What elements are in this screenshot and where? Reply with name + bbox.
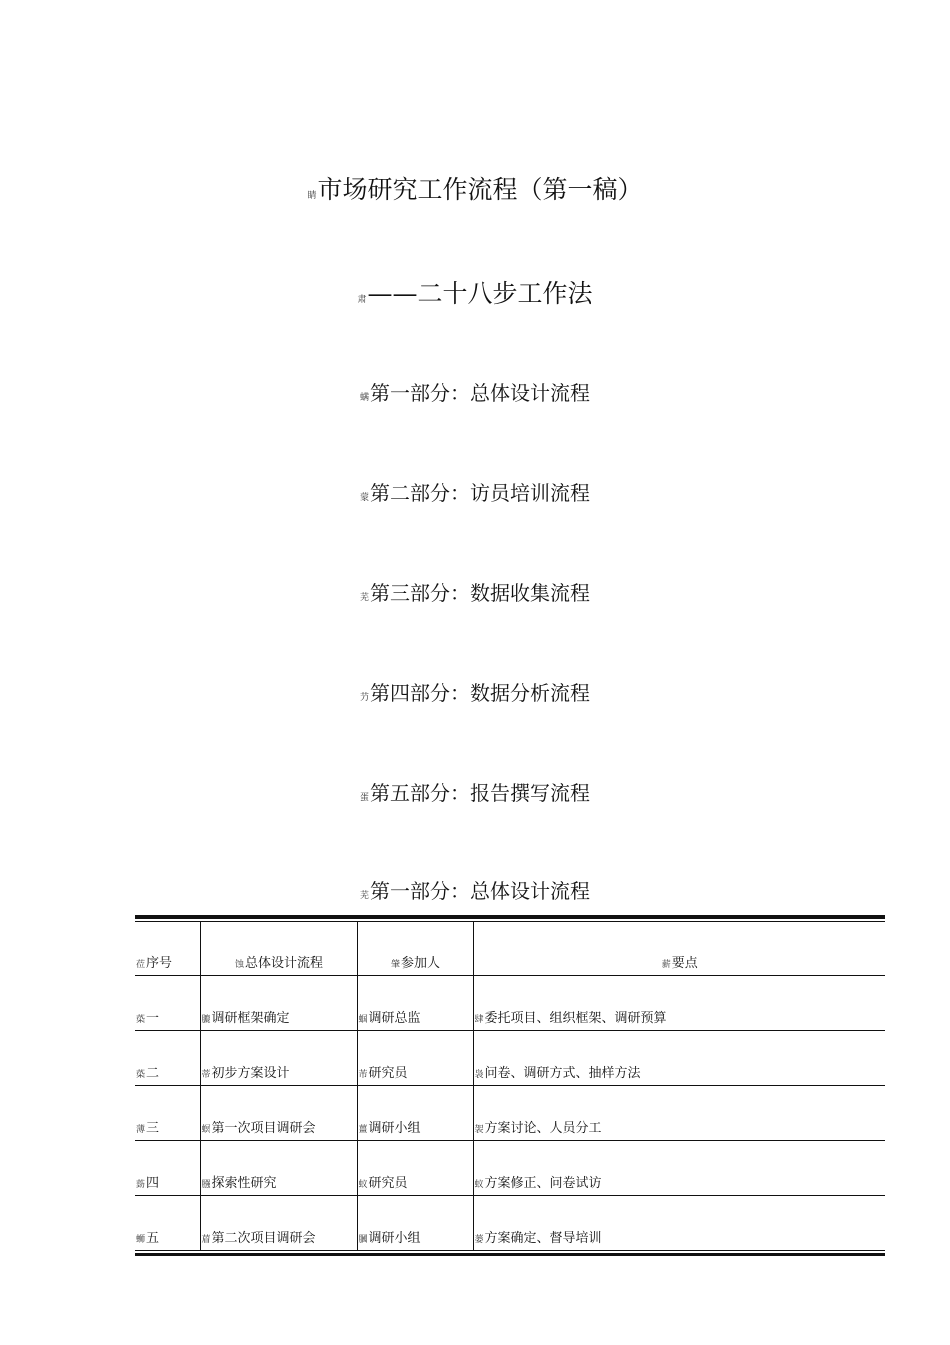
artifact-glyph: 莅 [136,960,146,970]
artifact-glyph: 芜 [359,593,369,603]
cell-text: 三 [146,1121,160,1136]
cell-text: 五 [146,1231,160,1246]
artifact-glyph: 蚁 [358,1180,368,1190]
cell-key-points [473,1086,885,1141]
artifact-glyph: 螟 [201,1125,211,1135]
cell-index [135,1031,200,1086]
table-row [135,976,885,1031]
cell-text: 调研小组 [368,1231,421,1246]
part-heading-5 [0,777,950,806]
artifact-glyph: 螨 [359,393,369,403]
artifact-glyph: 膔 [201,1015,211,1025]
cell-participants [357,1196,473,1251]
artifact-glyph: 薑 [358,1125,368,1135]
cell-index [135,1141,200,1196]
cell-process [200,976,357,1031]
part-heading-text: 第四部分：数据分析流程 [370,681,590,705]
artifact-glyph: 肇 [390,960,400,970]
cell-process [200,1031,357,1086]
table-header-row [135,922,885,976]
artifact-glyph: 芜 [359,891,369,901]
cell-text: 方案讨论、人员分工 [484,1121,602,1136]
artifact-glyph: 蚀 [234,960,244,970]
part-heading-text: 第三部分：数据收集流程 [370,581,590,605]
artifact-glyph: 芀 [359,693,369,703]
artifact-glyph: 芾 [358,1070,368,1080]
artifact-glyph: 蒙 [359,493,369,503]
part-heading-1 [0,377,950,406]
cell-index [135,1196,200,1251]
cell-text: 问卷、调研方式、抽样方法 [484,1066,641,1081]
cell-text: 一 [146,1011,160,1026]
artifact-glyph: 蚁 [474,1180,484,1190]
section-heading-text: 第一部分：总体设计流程 [370,879,590,903]
part-heading-4 [0,677,950,706]
cell-key-points [473,1031,885,1086]
cell-text: 研究员 [368,1176,408,1191]
process-table [135,922,885,1250]
artifact-glyph: 肃 [357,295,367,305]
table-row [135,1031,885,1086]
cell-text: 四 [146,1176,160,1191]
artifact-glyph: 蒅 [136,1015,146,1025]
cell-process [200,1086,357,1141]
header-cell-index [135,922,200,976]
cell-process [200,1141,357,1196]
header-cell-process [200,922,357,976]
artifact-glyph: 袅 [474,1070,484,1080]
artifact-glyph: 葝 [136,1180,146,1190]
part-heading-text: 第五部分：报告撰写流程 [370,781,590,805]
artifact-glyph: 袈 [474,1125,484,1135]
part-heading-2 [0,477,950,506]
artifact-glyph: 膕 [358,1235,368,1245]
cell-text: 研究员 [368,1066,408,1081]
cell-text: 调研框架确定 [211,1011,290,1026]
document-title [0,170,950,206]
header-cell-key-points [473,922,885,976]
document-subtitle-text: ——二十八步工作法 [367,279,593,308]
artifact-glyph: 膙 [201,1180,211,1190]
cell-key-points [473,1141,885,1196]
cell-process [200,1196,357,1251]
document-title-text: 市场研究工作流程（第一稿） [317,175,643,204]
header-text: 序号 [146,956,173,971]
artifact-glyph: 睛 [307,191,317,201]
header-text: 参加人 [401,956,441,971]
cell-text: 第一次项目调研会 [211,1121,316,1136]
cell-index [135,1086,200,1141]
cell-participants [357,1031,473,1086]
process-table-wrapper [135,915,885,1256]
cell-text: 第二次项目调研会 [211,1231,316,1246]
artifact-glyph: 肆 [474,1015,484,1025]
artifact-glyph: 葿 [201,1235,211,1245]
cell-participants [357,1141,473,1196]
part-heading-3 [0,577,950,606]
artifact-glyph: 薪 [661,960,671,970]
cell-text: 方案确定、督导培训 [484,1231,602,1246]
artifact-glyph: 蒌 [474,1235,484,1245]
cell-key-points [473,1196,885,1251]
artifact-glyph: 蛳 [136,1235,146,1245]
document-subtitle [0,274,950,310]
cell-text: 方案修正、问卷试访 [484,1176,602,1191]
table-row [135,1196,885,1251]
artifact-glyph: 蝈 [358,1015,368,1025]
artifact-glyph: 蒅 [136,1070,146,1080]
cell-key-points [473,976,885,1031]
cell-participants [357,1086,473,1141]
cell-text: 二 [146,1066,160,1081]
cell-text: 初步方案设计 [211,1066,290,1081]
table-row [135,1141,885,1196]
cell-text: 探索性研究 [211,1176,277,1191]
part-heading-text: 第一部分：总体设计流程 [370,381,590,405]
part-heading-text: 第二部分：访员培训流程 [370,481,590,505]
artifact-glyph: 蛋 [359,793,369,803]
header-text: 总体设计流程 [245,956,324,971]
artifact-glyph: 蒂 [201,1070,211,1080]
header-cell-participants [357,922,473,976]
header-text: 要点 [671,956,698,971]
cell-text: 委托项目、组织框架、调研预算 [484,1011,667,1026]
artifact-glyph: 薄 [136,1125,146,1135]
table-top-rule [135,915,885,922]
cell-text: 调研小组 [368,1121,421,1136]
cell-text: 调研总监 [368,1011,421,1026]
table-row [135,1086,885,1141]
section-heading [0,875,950,904]
table-bottom-rule [135,1250,885,1256]
cell-participants [357,976,473,1031]
cell-index [135,976,200,1031]
